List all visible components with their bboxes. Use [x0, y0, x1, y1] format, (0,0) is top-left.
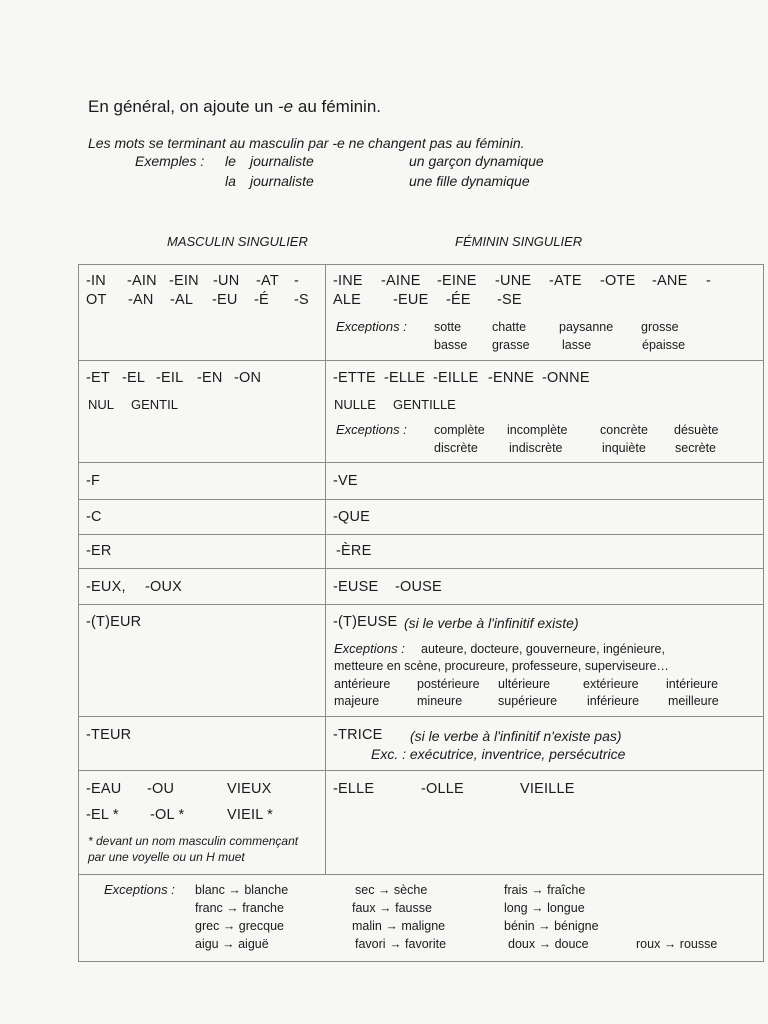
exception-word: concrète: [600, 423, 648, 437]
exceptions-label: Exceptions :: [334, 641, 405, 656]
feminine-form: blanche: [244, 883, 289, 897]
arrow-icon: →: [377, 883, 391, 897]
ending-m: -OL *: [150, 807, 185, 823]
exception-word: majeure: [334, 694, 380, 708]
exception-list: auteure, docteure, gouverneure, ingénieure,: [421, 642, 665, 656]
arrow-icon: →: [531, 883, 544, 897]
arrow-icon: →: [385, 919, 398, 933]
example-article-m: le: [225, 153, 236, 169]
arrow-icon: →: [222, 937, 235, 951]
masculine-form: malin: [352, 919, 382, 933]
ending-m: -F: [86, 473, 101, 489]
exception-pair: [504, 919, 599, 933]
exceptions-label: Exceptions :: [104, 882, 175, 897]
masculine-form: aigu: [195, 937, 219, 951]
exception-pair: [352, 901, 432, 915]
exceptions-label: Exceptions :: [336, 422, 407, 437]
feminine-form: sèche: [393, 883, 428, 897]
ending-m: -EL *: [86, 807, 119, 823]
ending-m: -EAU: [86, 781, 122, 797]
row-divider: [78, 534, 764, 535]
exception-pair: [195, 919, 284, 933]
word-f: NULLE: [334, 397, 376, 412]
word-f: VIEILLE: [520, 781, 575, 797]
word-f: GENTILLE: [393, 397, 456, 412]
arrow-icon: →: [222, 919, 236, 933]
feminine-form: franche: [242, 901, 284, 915]
ending-m: -EL: [122, 370, 146, 386]
feminine-form: favorite: [405, 937, 447, 951]
example-word-m: journaliste: [250, 153, 314, 169]
feminine-form: bénigne: [554, 919, 599, 933]
exception-pair: [508, 937, 589, 951]
exception-pair: [504, 901, 585, 915]
masculine-form: bénin: [504, 919, 535, 933]
exception-word: incomplète: [507, 423, 568, 437]
row-divider: [78, 568, 764, 569]
feminine-form: maligne: [401, 919, 446, 933]
exception-pair: [195, 901, 284, 915]
ending-f: -OUSE: [395, 579, 442, 595]
masculine-form: sec: [355, 883, 375, 897]
feminine-form: grecque: [238, 919, 284, 933]
exception-word: intérieure: [666, 677, 719, 691]
ending-f: -EINE: [437, 273, 477, 289]
exception-word: antérieure: [334, 677, 391, 691]
ending-f: -AINE: [381, 273, 421, 289]
masculine-form: roux: [636, 937, 661, 951]
feminine-form: fraîche: [547, 883, 586, 897]
ending-m: -C: [86, 509, 102, 525]
usage-note: (si le verbe à l'infinitif n'existe pas): [410, 728, 622, 744]
arrow-icon: →: [379, 901, 392, 915]
exception-pair: [195, 937, 269, 951]
exception-word: inférieure: [587, 694, 640, 708]
column-header-feminin: FÉMININ SINGULIER: [455, 234, 583, 249]
masculine-form: grec: [195, 919, 220, 933]
masculine-form: long: [504, 901, 528, 915]
column-divider: [325, 264, 326, 874]
ending-f: -ETTE: [333, 370, 376, 386]
row-divider: [78, 604, 764, 605]
example-word-f: journaliste: [250, 173, 314, 189]
arrow-icon: →: [538, 937, 552, 951]
masculine-form: franc: [195, 901, 223, 915]
ending-f: -EILLE: [433, 370, 479, 386]
arrow-icon: →: [228, 883, 241, 897]
ending-m: -S: [294, 292, 309, 308]
ending-f: -VE: [333, 473, 358, 489]
ending-m: -ON: [234, 370, 262, 386]
ending-m: -: [294, 273, 300, 289]
examples-label: Exemples :: [135, 153, 205, 169]
masculine-form: doux: [508, 937, 536, 951]
example-right-2: une fille dynamique: [409, 173, 530, 189]
word-m: VIEIL *: [227, 807, 273, 823]
ending-f: ALE: [333, 292, 362, 308]
exception-word: ultérieure: [498, 677, 551, 691]
ending-m: -OUX: [145, 579, 183, 595]
feminine-form: rousse: [679, 937, 718, 951]
exception-word: épaisse: [642, 338, 686, 352]
title-post: au féminin.: [297, 97, 382, 116]
exception-list: metteure en scène, procureure, professeure, superviseure…: [334, 659, 669, 673]
arrow-icon: →: [389, 937, 402, 951]
ending-m: -EU: [212, 292, 238, 308]
ending-m: OT: [86, 292, 107, 308]
exception-word: sotte: [434, 320, 462, 334]
exception-word: chatte: [492, 320, 527, 334]
example-article-f: la: [225, 173, 236, 189]
exception-pair: [195, 883, 288, 897]
ending-m: -OU: [147, 781, 175, 797]
word-m: NUL: [88, 397, 115, 412]
exception-pair: [355, 883, 427, 897]
ending-m: -AIN: [127, 273, 157, 289]
exception-word: grasse: [492, 338, 530, 352]
row-divider: [78, 499, 764, 500]
ending-f: -ELLE: [384, 370, 426, 386]
exception-word: paysanne: [559, 320, 614, 334]
ending-m: -EUX,: [86, 579, 126, 595]
ending-f: -EUE: [393, 292, 429, 308]
ending-f: -OLLE: [421, 781, 464, 797]
usage-note: (si le verbe à l'infinitif existe): [404, 615, 579, 631]
ending-f: -INE: [333, 273, 363, 289]
ending-m: -IN: [86, 273, 106, 289]
ending-f: -EUSE: [333, 579, 379, 595]
ending-f: -(T)EUSE: [333, 614, 398, 630]
ending-m: -UN: [213, 273, 240, 289]
masculine-form: frais: [504, 883, 528, 897]
row-divider: [78, 360, 764, 361]
exception-list: Exc. : exécutrice, inventrice, persécutrice: [371, 746, 626, 762]
exception-word: postérieure: [417, 677, 480, 691]
exception-word: meilleure: [668, 694, 719, 708]
exception-word: supérieure: [498, 694, 558, 708]
feminine-form: douce: [554, 937, 589, 951]
ending-m: -(T)EUR: [86, 614, 142, 630]
column-header-masculin: MASCULIN SINGULIER: [167, 234, 308, 249]
exception-word: complète: [434, 423, 485, 437]
exception-word: secrète: [675, 441, 716, 455]
ending-f: -UNE: [495, 273, 532, 289]
exception-pair: [355, 937, 446, 951]
masculine-form: blanc: [195, 883, 225, 897]
word-m: GENTIL: [131, 397, 178, 412]
ending-f: -: [706, 273, 712, 289]
table-border-left: [78, 264, 79, 962]
ending-m: -ET: [86, 370, 110, 386]
exception-pair: [636, 937, 717, 951]
exception-word: extérieure: [583, 677, 639, 691]
exception-word: mineure: [417, 694, 463, 708]
exception-pair: [504, 883, 585, 897]
ending-f: -QUE: [333, 509, 371, 525]
exception-word: basse: [434, 338, 468, 352]
table-border-right: [763, 264, 764, 962]
feminine-form: fausse: [395, 901, 432, 915]
feminine-form: longue: [547, 901, 585, 915]
exception-pair: [352, 919, 445, 933]
row-divider: [78, 874, 764, 875]
ending-m: -AT: [256, 273, 279, 289]
ending-f: -ANE: [652, 273, 688, 289]
masculine-form: faux: [352, 901, 376, 915]
exception-word: discrète: [434, 441, 478, 455]
ending-m: -AL: [170, 292, 194, 308]
ending-m: -EIN: [169, 273, 199, 289]
ending-f: -ÈRE: [336, 543, 372, 559]
feminine-form: aiguë: [238, 937, 269, 951]
exception-word: inquiète: [602, 441, 646, 455]
ending-f: -ELLE: [333, 781, 375, 797]
ending-m: -ER: [86, 543, 112, 559]
ending-f: -ENNE: [488, 370, 535, 386]
exception-word: grosse: [641, 320, 679, 334]
title-pre: En général, on ajoute un: [88, 97, 274, 116]
arrow-icon: →: [531, 901, 544, 915]
exception-word: désuète: [674, 423, 719, 437]
word-m: VIEUX: [227, 781, 272, 797]
intro-line: Les mots se terminant au masculin par -e ne changent pas au féminin.: [88, 135, 525, 151]
table-border-bottom: [78, 961, 764, 962]
ending-m: -EN: [197, 370, 223, 386]
exception-word: indiscrète: [509, 441, 563, 455]
ending-f: -SE: [497, 292, 522, 308]
arrow-icon: →: [226, 901, 239, 915]
footnote: par une voyelle ou un H muet: [88, 850, 245, 864]
ending-m: -EIL: [156, 370, 184, 386]
page-title: [88, 97, 381, 117]
exception-word: lasse: [562, 338, 592, 352]
footnote: * devant un nom masculin commençant: [88, 834, 299, 848]
table-border-top: [78, 264, 764, 265]
ending-f: -OTE: [600, 273, 636, 289]
arrow-icon: →: [538, 919, 551, 933]
ending-f: -ONNE: [542, 370, 590, 386]
ending-f: -ÉE: [446, 292, 471, 308]
title-ending: -e: [278, 97, 294, 116]
ending-m: -AN: [128, 292, 154, 308]
ending-m: -TEUR: [86, 727, 132, 743]
exceptions-label: Exceptions :: [336, 319, 407, 334]
example-right-1: un garçon dynamique: [409, 153, 544, 169]
ending-m: -É: [254, 292, 269, 308]
row-divider: [78, 716, 764, 717]
masculine-form: favori: [355, 937, 386, 951]
ending-f: -ATE: [549, 273, 582, 289]
ending-f: -TRICE: [333, 727, 383, 743]
row-divider: [78, 462, 764, 463]
arrow-icon: →: [663, 937, 677, 951]
row-divider: [78, 770, 764, 771]
